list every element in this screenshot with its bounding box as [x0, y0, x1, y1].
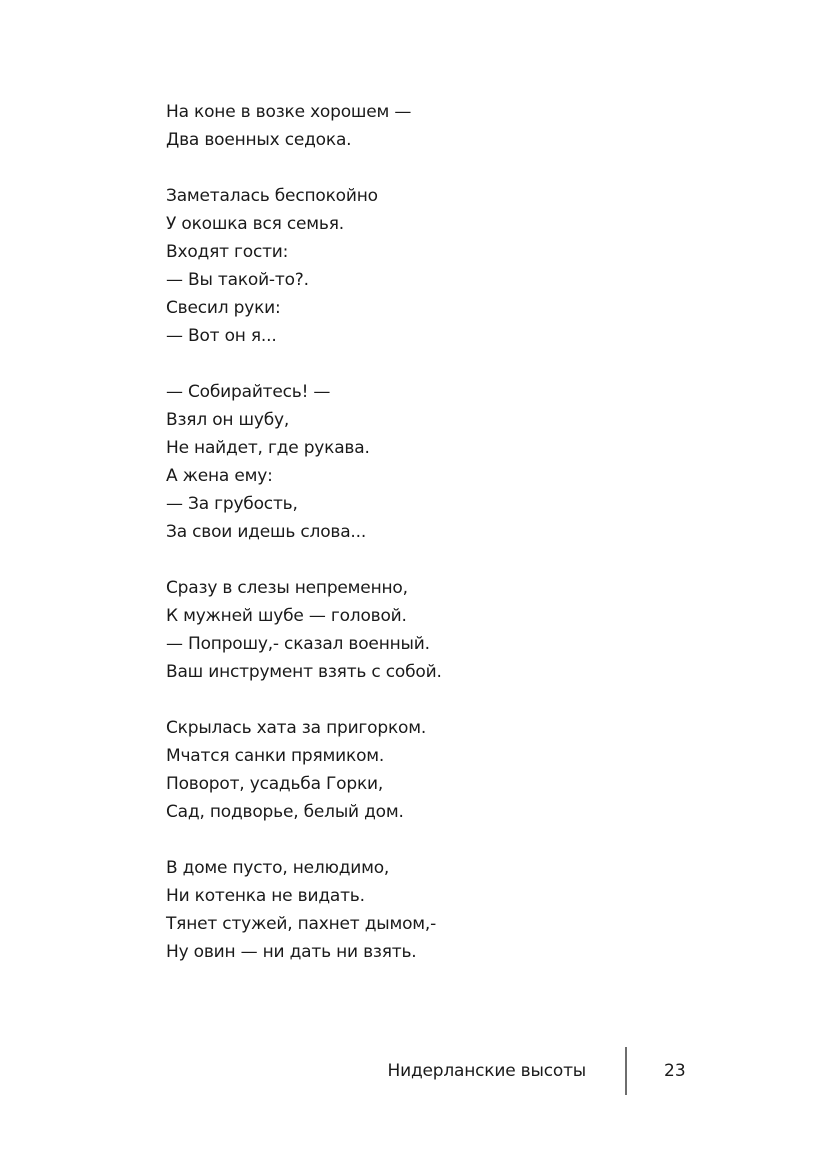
poem-line: Поворот, усадьба Горки,: [166, 774, 384, 794]
poem-line: — Попрошу,- сказал военный.: [166, 634, 430, 654]
poem-line: К мужней шубе — головой.: [166, 606, 407, 626]
poem-line: — Вы такой-то?.: [166, 270, 309, 290]
poem-line: Входят гости:: [166, 242, 289, 262]
poem-line: Взял он шубу,: [166, 410, 290, 430]
poem-line: У окошка вся семья.: [166, 214, 344, 234]
footer-divider: [625, 1047, 627, 1095]
poem-line: — Вот он я...: [166, 326, 277, 346]
poem-line: — Собирайтесь! —: [166, 382, 331, 402]
poem-line: Свесил руки:: [166, 298, 281, 318]
poem-line: Заметалась беспокойно: [166, 186, 378, 206]
stanza-5: [166, 714, 686, 826]
poem-line: Сад, подворье, белый дом.: [166, 802, 404, 822]
poem-line: Два военных седока.: [166, 130, 352, 150]
poem-line: В доме пусто, нелюдимо,: [166, 858, 390, 878]
poem-line: Мчатся санки прямиком.: [166, 746, 385, 766]
poem-body: [166, 98, 686, 994]
page-footer: [0, 1047, 823, 1095]
page-number: 23: [664, 1061, 686, 1081]
stanza-1: [166, 98, 686, 154]
poem-line: За свои идешь слова...: [166, 522, 367, 542]
poem-line: На коне в возке хорошем —: [166, 102, 412, 122]
poem-line: — За грубость,: [166, 494, 298, 514]
stanza-2: [166, 182, 686, 350]
running-title: Нидерланские высоты: [387, 1061, 586, 1081]
poem-line: Тянет стужей, пахнет дымом,-: [166, 914, 437, 934]
poem-line: Ни котенка не видать.: [166, 886, 365, 906]
poem-line: Ваш инструмент взять с собой.: [166, 662, 442, 682]
stanza-6: [166, 854, 686, 966]
poem-line: Сразу в слезы непременно,: [166, 578, 408, 598]
poem-line: Не найдет, где рукава.: [166, 438, 370, 458]
stanza-4: [166, 574, 686, 686]
poem-line: А жена ему:: [166, 466, 273, 486]
poem-line: Ну овин — ни дать ни взять.: [166, 942, 417, 962]
stanza-3: [166, 378, 686, 546]
poem-line: Скрылась хата за пригорком.: [166, 718, 427, 738]
